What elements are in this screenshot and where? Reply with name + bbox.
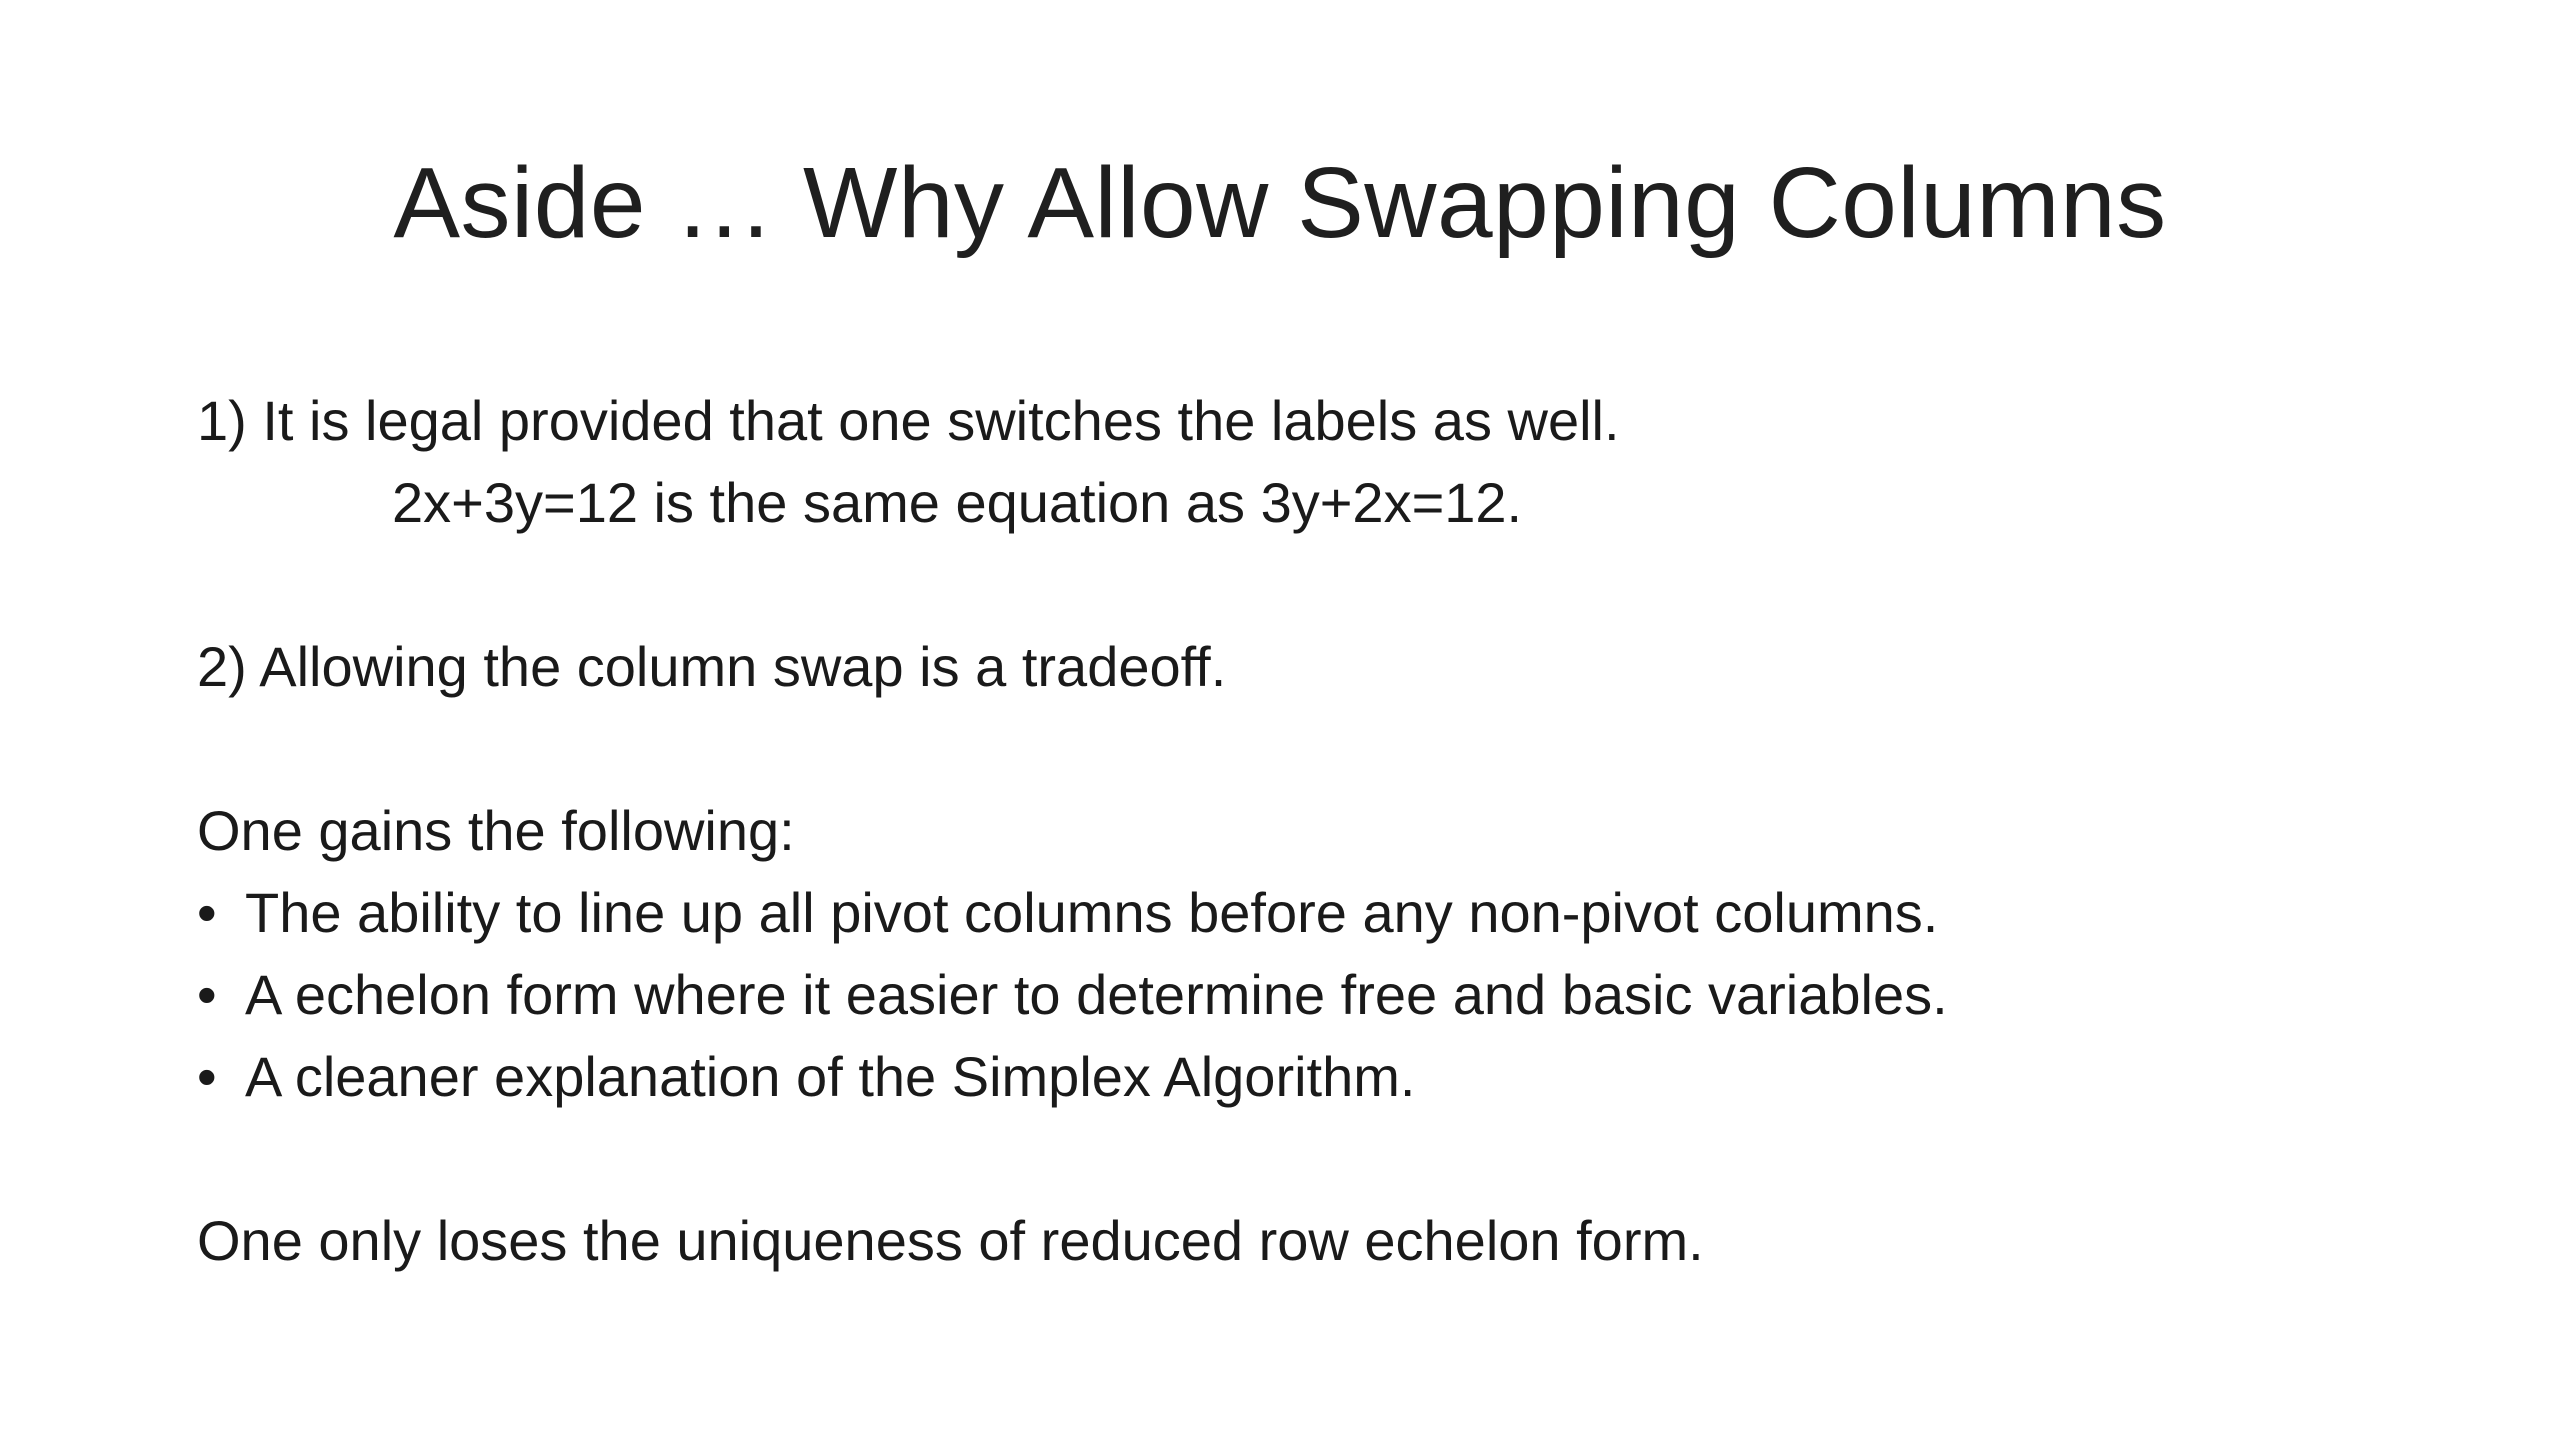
bullet-text: A cleaner explanation of the Simplex Algorithm. bbox=[245, 1045, 1416, 1108]
spacer bbox=[197, 708, 2397, 790]
slide-title: Aside … Why Allow Swapping Columns bbox=[393, 147, 2167, 259]
point-1-text: 1) It is legal provided that one switches the labels as well. bbox=[197, 389, 1620, 452]
bullet-item bbox=[197, 954, 2397, 1036]
spacer bbox=[197, 544, 2397, 626]
gains-heading: One gains the following: bbox=[197, 799, 795, 862]
loss-text: One only loses the uniqueness of reduced row echelon form. bbox=[197, 1209, 1704, 1272]
point-2-text: 2) Allowing the column swap is a tradeoff. bbox=[197, 635, 1227, 698]
bullet-item bbox=[197, 1036, 2397, 1118]
bullet-dot-icon: • bbox=[197, 963, 217, 1026]
bullet-item bbox=[197, 872, 2397, 954]
spacer bbox=[197, 1118, 2397, 1200]
bullet-text: The ability to line up all pivot columns before any non-pivot columns. bbox=[245, 881, 1939, 944]
bullet-dot-icon: • bbox=[197, 881, 217, 944]
point-1-example: 2x+3y=12 is the same equation as 3y+2x=12. bbox=[392, 471, 1523, 534]
slide-body bbox=[197, 380, 2397, 1282]
bullet-text: A echelon form where it easier to determine free and basic variables. bbox=[245, 963, 1948, 1026]
bullet-dot-icon: • bbox=[197, 1045, 217, 1108]
